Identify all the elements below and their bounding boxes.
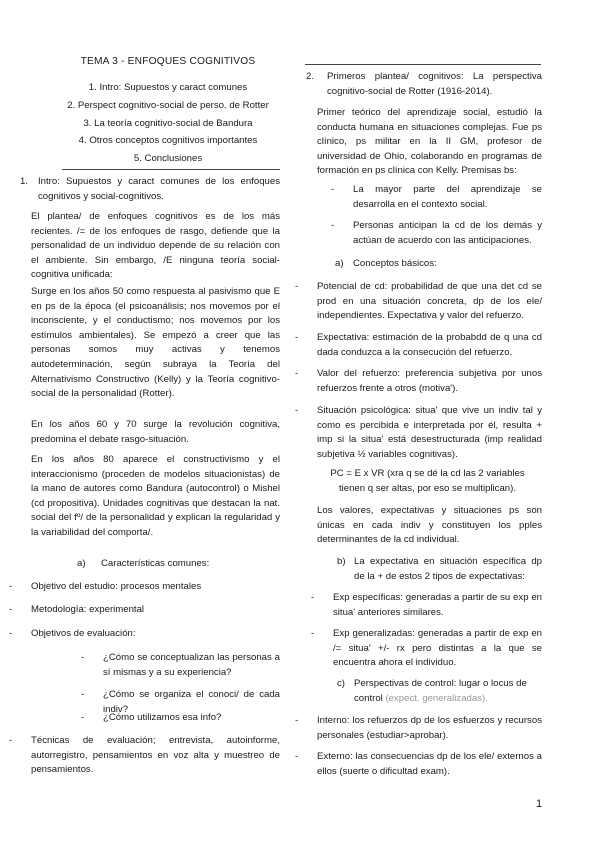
concept-item: - Expectativa: estimación de la probabdd de q una cd dada conduzca a la consecución del refuerzo. xyxy=(317,331,542,360)
list-item: - Metodología: experimental xyxy=(31,603,280,618)
toc-item-3: 3. La teoría cognitivo-social de Bandura xyxy=(83,118,253,129)
section-1-heading: Intro: Supuestos y caract comunes de los enfoques cognitivos y social-cognitivos. xyxy=(38,176,280,202)
paragraph-60s-70s: En los años 60 y 70 surge la revolución cognitiva, predomina el debate rasgo-situación. xyxy=(31,419,280,445)
document-title: TEMA 3 - ENFOQUES COGNITIVOS xyxy=(80,56,256,67)
toc-item-2: 2. Perspect cognitivo-social de perso. de Rotter xyxy=(67,100,269,111)
question-item: - ¿Cómo se conceptualizan las personas a sí mismas y a su experiencia? xyxy=(103,651,280,680)
subsection-b-heading: La expectativa en situación específica dp de la + de estos 2 tipos de expectativas: xyxy=(354,556,542,582)
subsection-c-text: Perspectivas de control: lugar o locus de control xyxy=(354,678,527,704)
concept-item: - Situación psicológica: situa' que vive un indiv tal y como es percibida e interpretada por él, resulta + imp si la situa' está desestructurada (imp realidad subjetiva ½ variables cognitivas). xyxy=(317,404,542,462)
paragraph-origins: Surge en los años 50 como respuesta al pasivismo que E en ps de la época (el psicoanálisis; nos movemos por el inconsciente, y el conductismo; nos movemos por los estímulos ambientales). Se empezó a creer que las personas somos muy activas y tenemos autodeterminación, según subraya la Teoría del Alternativismo Constructivo (Kelly) y la Teoría cognitivo-social de la personalidad (Rotter). xyxy=(31,286,280,400)
toc-item-5: 5. Conclusiones xyxy=(133,153,203,164)
list-item: - Técnicas de evaluación; entrevista, autoinforme, autorregistro, pensamientos en voz alta y muestreo de pensamientos. xyxy=(31,734,280,778)
locus-item-external: - Externo: las consecuencias dp de los ele/ externos a ellos (suerte o dificultad exam). xyxy=(317,750,542,779)
subsection-a-label: a) xyxy=(335,258,344,269)
premise-item: - Personas anticipan la cd de los demás y actúan de acuerdo con las anticipaciones. xyxy=(353,219,542,248)
divider-rule xyxy=(62,169,280,170)
paragraph-intro: El plantea/ de enfoques cognitivos es de los más recientes. /= de los enfoques de rasgo, defiende que la personalidad de un individuo depende de su relación con el ambiente. Sin embargo, /E ninguna teoría social-cognitiva unificada: xyxy=(31,211,280,281)
subsection-c-heading xyxy=(354,677,542,706)
concept-item: - Potencial de cd: probabilidad de que una det cd se prod en una situación concreta, dp de los ele/ independientes. Expectativa y valor del refuerzo. xyxy=(317,280,542,324)
subsection-a-heading: Conceptos básicos: xyxy=(353,258,437,269)
premise-item: - La mayor parte del aprendizaje se desarrolla en el contexto social. xyxy=(353,183,542,212)
divider-rule xyxy=(305,64,541,65)
page-number: 1 xyxy=(536,798,543,810)
list-item: - Objetivo del estudio: procesos mentales xyxy=(31,580,280,595)
subsection-c-label: c) xyxy=(337,678,345,689)
question-item: - ¿Cómo se organiza el conoci/ de cada indiv? xyxy=(103,688,280,717)
paragraph-rotter-bio: Primer teórico del aprendizaje social, estudió la conducta humana en situaciones complejas. Fue ps clínico, ps militar en la II GM, profesor de universidad de Ohio, colaborando en programas de formación en ps clínica con Kelly. Premisas bs: xyxy=(317,107,542,177)
subsection-a-heading: Características comunes: xyxy=(101,558,210,569)
paragraph-values: Los valores, expectativas y situaciones ps son únicas en cada indiv y constituyen los pples determinantes de la cd individual. xyxy=(317,505,542,546)
expectation-item: - Exp generalizadas: generadas a partir de exp en /= situa' +/- rx pero distintas a la que se encuentra ahora el individuo. xyxy=(333,627,542,671)
expectation-item: - Exp específicas: generadas a partir de su exp en situa' anteriores similares. xyxy=(333,591,542,620)
list-item: - Objetivos de evaluación: xyxy=(31,627,280,642)
section-2-number: 2. xyxy=(306,71,315,82)
question-item: - ¿Cómo utilizamos esa info? xyxy=(103,711,280,726)
subsection-a-label: a) xyxy=(77,558,86,569)
paragraph-80s: En los años 80 aparece el constructivismo y el interaccionismo (proceden de modelos situacionistas) de la mano de autores como Bandura (autocontrol) o Mishel (cd propositiva). Unidades cognitivas que destacan la nat. social del fº/ de la personalidad y explican la regularidad y la variabilidad del comporta/. xyxy=(31,454,280,538)
section-2-heading: Primeros plantea/ cognitivos: La perspectiva cognitivo-social de Rotter (1916-2014). xyxy=(327,71,542,97)
toc-item-1: 1. Intro: Supuestos y caract comunes xyxy=(88,82,248,93)
formula: PC = E x VR (xra q se dé la cd las 2 variables tienen q ser altas, por eso se multiplican). xyxy=(330,468,525,494)
subsection-b-label: b) xyxy=(337,556,346,567)
subsection-c-note: (expect. generalizadas). xyxy=(385,692,488,704)
section-1-number: 1. xyxy=(20,176,29,187)
toc-item-4: 4. Otros conceptos cognitivos importantes xyxy=(78,135,258,146)
locus-item-internal: - Interno: los refuerzos dp de los esfuerzos y recursos personales (estudiar>aprobar). xyxy=(317,714,542,743)
concept-item: - Valor del refuerzo: preferencia subjetiva por unos refuerzos frente a otros (motiva'). xyxy=(317,367,542,396)
